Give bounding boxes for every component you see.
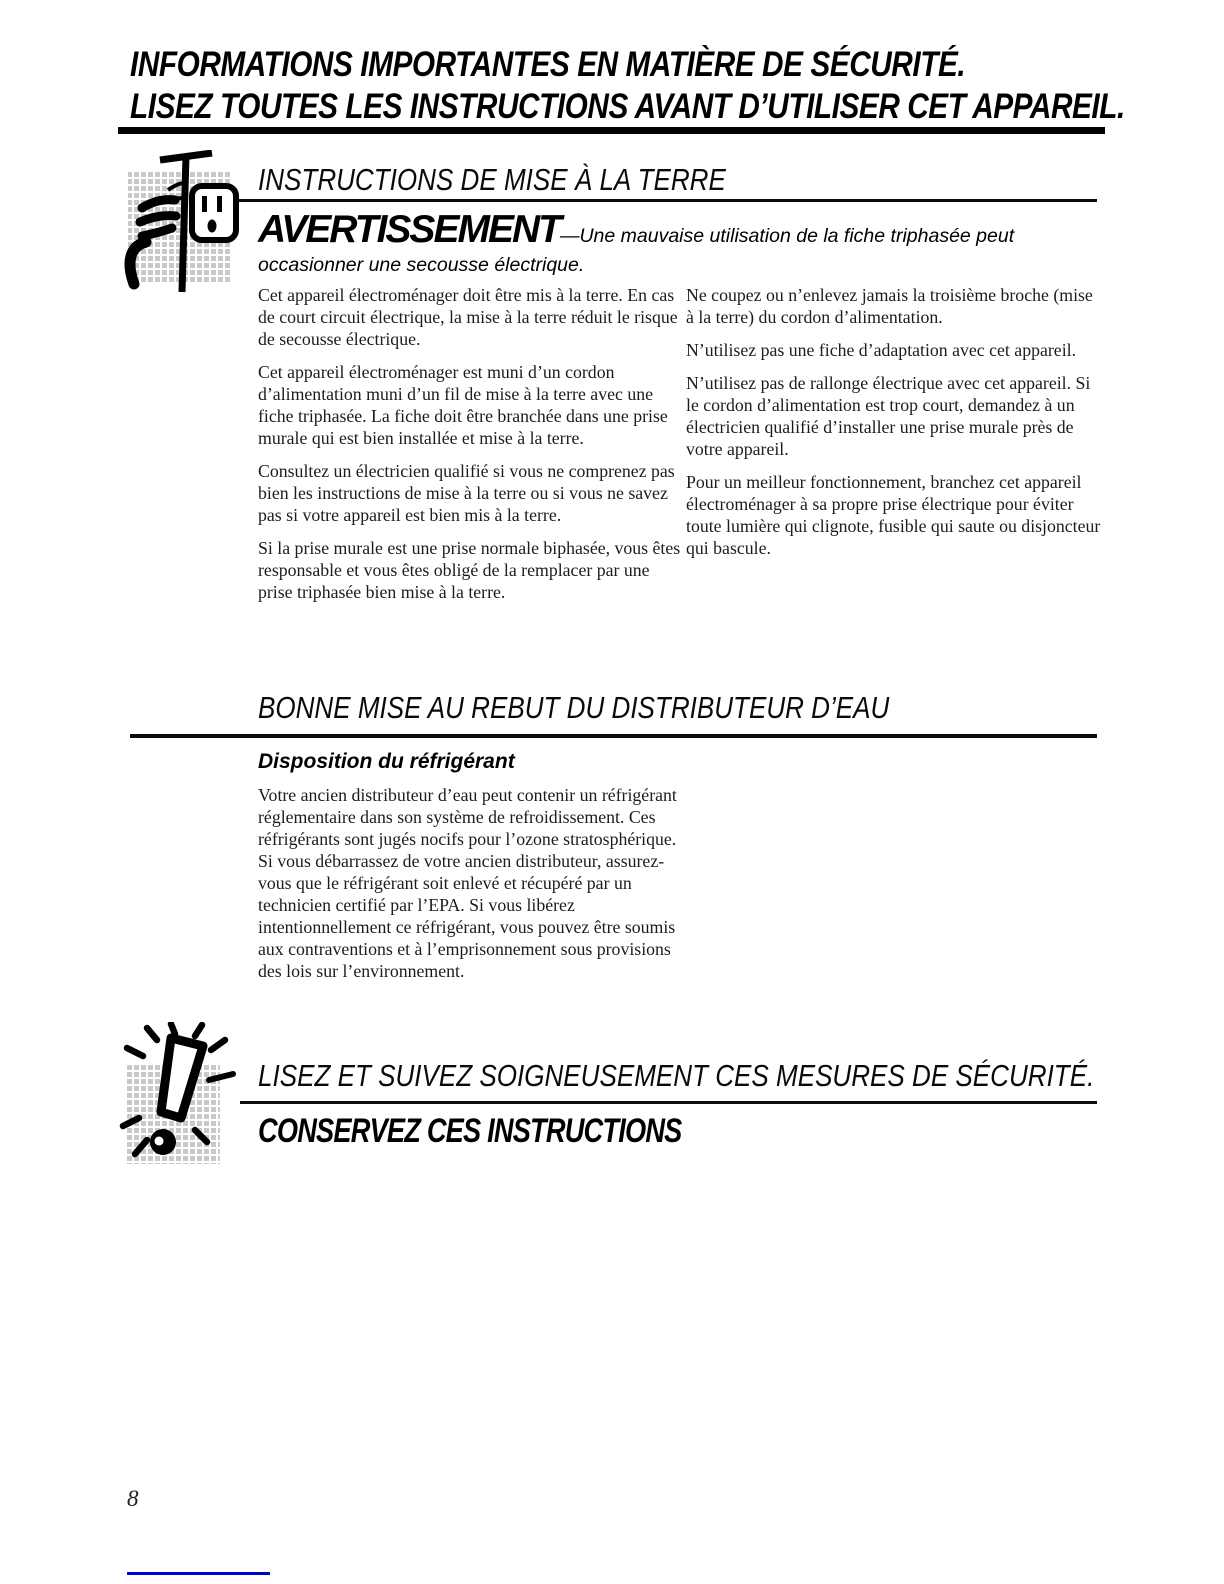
disposal-title [258,690,1010,726]
closing-subtitle-text: CONSERVEZ CES INSTRUCTIONS [258,1112,682,1150]
warning-heading [258,208,1082,278]
paragraph: Pour un meilleur fonctionnement, branchez cet appareil électroménager à sa propre prise électrique pour éviter toute lumière qui clignote, fusible qui saute ou disjoncteur qui bascule. [686,472,1101,558]
grounding-left-column [258,284,688,614]
grounding-rule [176,199,1097,202]
closing-title [258,1058,1224,1094]
header-line-2 [130,86,1224,128]
grounding-right-column [686,284,1102,570]
disposal-paragraph: Votre ancien distributeur d’eau peut contenir un réfrigérant réglementaire dans son système de refroidissement. Ces réfrigérants sont jugés nocifs pour l’ozone stratosphérique. Si vous débarrassez de votre ancien distributeur, assurez-vous que le réfrigérant soit enlevé et récupéré par un technicien certifié par l’EPA. Si vous libérez intentionnellement ce réfrigérant, vous pouvez être soumis aux contraventions et à l’emprisonnement sous provisions des lois sur l’environnement. [258,785,677,981]
closing-rule [240,1101,1097,1104]
footer-scan-line [127,1572,270,1575]
header-line-2-text: LISEZ TOUTES LES INSTRUCTIONS AVANT D’UTILISER CET APPAREIL. [130,87,1125,126]
paragraph: N’utilisez pas de rallonge électrique avec cet appareil. Si le cordon d’alimentation est trop court, demandez à un électricien qualifié d’installer une prise murale près de votre appareil. [686,373,1091,459]
grounding-title-text: INSTRUCTIONS DE MISE À LA TERRE [258,162,726,197]
paragraph: Cet appareil électroménager est muni d’un cordon d’alimentation muni d’un fil de mise à la terre avec une fiche triphasée. La fiche doit être branchée dans une prise murale qui est bien installée et mise à la terre. [258,362,668,448]
paragraph: Consultez un électricien qualifié si vous ne comprenez pas bien les instructions de mise à la terre ou si vous ne savez pas si votre appareil est bien mis à la terre. [258,461,675,525]
warning-text: —Une mauvaise utilisation de la fiche triphasée peut occasionner une secousse électrique. [258,225,1015,276]
disposal-title-text: BONNE MISE AU REBUT DU DISTRIBUTEUR D’EAU [258,690,890,725]
page-header [130,44,1224,128]
paragraph: Si la prise murale est une prise normale biphasée, vous êtes responsable et vous êtes obligé de la remplacer par une prise triphasée bien mise à la terre. [258,538,681,602]
header-line-1 [130,44,1224,86]
grounding-title [258,162,815,198]
refrigerant-subhead: Disposition du réfrigérant [258,750,515,773]
alert-exclamation-icon [105,1022,250,1174]
page-number: 8 [127,1486,139,1511]
header-line-1-text: INFORMATIONS IMPORTANTES EN MATIÈRE DE SÉCURITÉ. [130,45,966,84]
closing-subtitle [258,1112,787,1151]
paragraph: Cet appareil électroménager doit être mis à la terre. En cas de court circuit électrique, la mise à la terre réduit le risque de secousse électrique. [258,285,678,349]
header-underline [118,127,1105,134]
disposal-rule [130,734,1097,738]
warning-label: AVERTISSEMENT [258,208,560,251]
paragraph: N’utilisez pas une fiche d’adaptation avec cet appareil. [686,340,1077,360]
hand-plug-outlet-icon [112,150,240,300]
disposal-body [258,784,688,993]
paragraph: Ne coupez ou n’enlevez jamais la troisième broche (mise à la terre) du cordon d’alimentation. [686,285,1093,327]
closing-title-text: LISEZ ET SUIVEZ SOIGNEUSEMENT CES MESURES DE SÉCURITÉ. [258,1058,1095,1093]
